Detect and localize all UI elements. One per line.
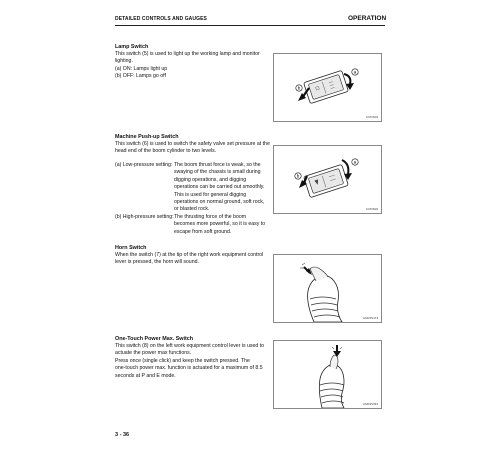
horn-switch-title: Horn Switch — [115, 245, 147, 251]
lamp-switch-line: lighting. — [115, 58, 133, 65]
horn-switch-figure — [273, 254, 382, 323]
rocker-switch-illustration — [274, 54, 381, 121]
lamp-switch-title: Lamp Switch — [115, 44, 149, 50]
callout-a: a — [353, 69, 357, 75]
horn-switch-line: lever is pressed, the horn will sound. — [115, 259, 199, 266]
header-section-title: DETAILED CONTROLS AND GAUGES — [115, 16, 207, 22]
one-touch-line: one-touch power max. function is actuated for a maximum of 8.5 — [115, 365, 263, 372]
left-control-lever-illustration — [274, 341, 381, 408]
push-up-switch-illustration — [274, 146, 381, 213]
one-touch-line: This switch (8) on the left work equipment control lever is used to — [115, 343, 265, 349]
callout-b: b — [297, 85, 301, 91]
page-number: 3 - 36 — [115, 432, 130, 438]
lamp-switch-text — [115, 51, 275, 81]
one-touch-line: seconds at P and E mode. — [115, 372, 176, 379]
low-pressure-text — [174, 162, 266, 214]
figure-code: AM03S393 — [363, 402, 378, 406]
one-touch-title: One-Touch Power Max. Switch — [115, 336, 194, 342]
push-up-switch-figure — [273, 145, 382, 214]
one-touch-line: Press once (single click) and keep the switch pressed. The — [115, 357, 250, 364]
horn-switch-line: When the switch (7) at the tip of the right work equipment control — [115, 252, 264, 258]
figure-code: 3-PDS09 — [365, 115, 378, 119]
push-up-switch-title: Machine Push-up Switch — [115, 134, 179, 140]
control-lever-illustration — [274, 255, 381, 322]
push-up-line: This switch (6) is used to switch the safety valve set pressure at the — [115, 141, 270, 147]
lamp-switch-line: (b) OFF: Lamps go off — [115, 73, 166, 80]
header-rule — [115, 25, 385, 26]
low-pressure-line: swaying of the chassis is small during — [174, 169, 261, 176]
one-touch-figure — [273, 340, 382, 409]
high-pressure-line: The thrusting force of the boom — [174, 214, 247, 220]
low-pressure-line: or blasted rock. — [174, 206, 210, 213]
push-up-switch-text — [115, 141, 275, 156]
high-pressure-line: becomes more powerful, so it is easy to — [174, 221, 266, 228]
push-up-line: head end of the boom cylinder to two levels. — [115, 148, 217, 155]
high-pressure-text — [174, 214, 266, 236]
low-pressure-line: operations on normal ground, soft rock, — [174, 198, 265, 205]
callout-a: a — [353, 159, 357, 165]
lamp-switch-line: (a) ON: Lamps light up — [115, 65, 168, 72]
horn-switch-text — [115, 252, 275, 267]
header-chapter-title: OPERATION — [348, 15, 387, 22]
callout-b: b — [296, 173, 300, 179]
lamp-switch-figure — [273, 53, 382, 122]
high-pressure-label: (b) High-pressure setting: — [115, 214, 174, 220]
low-pressure-line: operations can be carried out smoothly. — [174, 184, 265, 191]
low-pressure-line: digging operations, and digging — [174, 176, 247, 183]
figure-code: AM03S473 — [363, 316, 378, 320]
one-touch-text — [115, 343, 275, 380]
low-pressure-line: This is used for general digging — [174, 191, 247, 198]
lamp-switch-line: This switch (5) is used to light up the working lamp and monitor — [115, 51, 260, 57]
figure-code: 3-PDS09 — [365, 207, 378, 211]
one-touch-line: actuate the power max functions. — [115, 350, 192, 357]
high-pressure-line: escape from soft ground. — [174, 228, 232, 235]
low-pressure-label: (a) Low-pressure setting: — [115, 162, 173, 168]
low-pressure-line: The boom thrust force is weak, so the — [174, 162, 261, 168]
